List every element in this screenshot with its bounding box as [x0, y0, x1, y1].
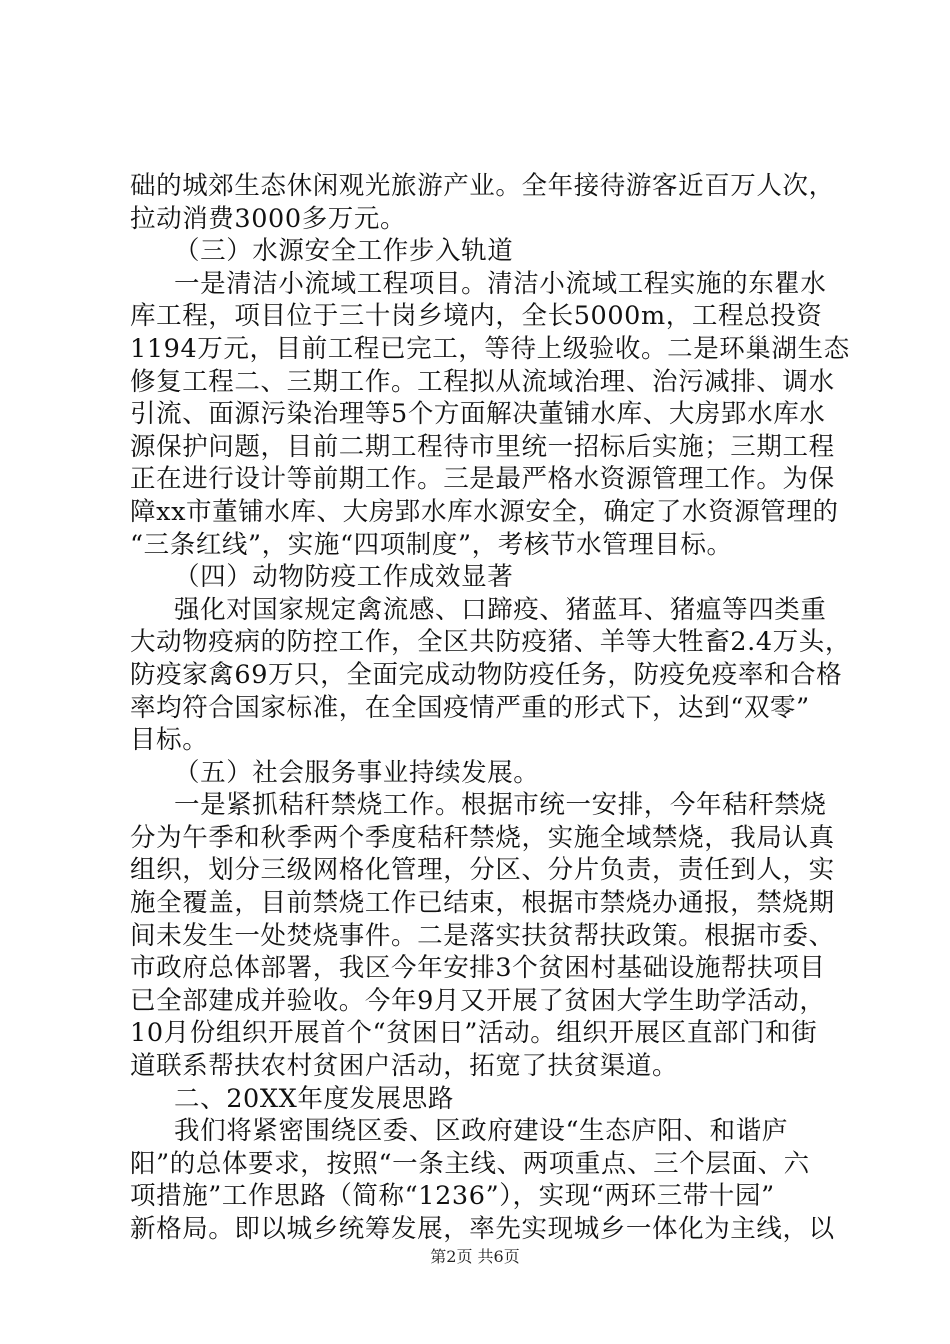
paragraph-line: 修复工程二、三期工作。工程拟从流域治理、治污减排、调水	[130, 366, 835, 397]
paragraph-line: 施全覆盖，目前禁烧工作已结束，根据市禁烧办通报，禁烧期	[130, 888, 835, 919]
paragraph-line: 分为午季和秋季两个季度秸秆禁烧，实施全域禁烧，我局认真	[130, 822, 835, 853]
paragraph-line: 阳”的总体要求，按照“一条主线、两项重点、三个层面、六	[130, 1148, 810, 1179]
paragraph-line: 我们将紧密围绕区委、区政府建设“生态庐阳、和谐庐	[174, 1116, 788, 1147]
paragraph-line: 组织，划分三级网格化管理，分区、分片负责，责任到人，实	[130, 855, 835, 886]
paragraph-line: 道联系帮扶农村贫困户活动，拓宽了扶贫渠道。	[130, 1051, 679, 1082]
section-heading: （三）水源安全工作步入轨道	[174, 236, 514, 267]
paragraph-line: 一是清洁小流域工程项目。清洁小流域工程实施的东瞿水	[174, 268, 827, 299]
page-footer	[0, 1244, 950, 1267]
paragraph-line: 防疫家禽69万只，全面完成动物防疫任务，防疫免疫率和合格	[130, 659, 843, 690]
paragraph-line: 间未发生一处焚烧事件。二是落实扶贫帮扶政策。根据市委、	[130, 920, 835, 951]
paragraph-line: “三条红线”，实施“四项制度”，考核节水管理目标。	[130, 529, 733, 560]
paragraph-line: 目标。	[130, 725, 209, 756]
paragraph-line: 障xx市董铺水库、大房郢水库水源安全，确定了水资源管理的	[130, 496, 839, 527]
paragraph-line: 大动物疫病的防控工作，全区共防疫猪、羊等大牲畜2.4万头，	[130, 627, 851, 658]
section-heading: 二、20XX年度发展思路	[174, 1083, 454, 1114]
paragraph-line: 正在进行设计等前期工作。三是最严格水资源管理工作。为保	[130, 464, 835, 495]
paragraph-line: 1194万元，目前工程已完工，等待上级验收。二是环巢湖生态	[130, 333, 850, 364]
paragraph-line: 已全部建成并验收。今年9月又开展了贫困大学生助学活动，	[130, 985, 826, 1016]
paragraph-line: 引流、面源污染治理等5个方面解决董铺水库、大房郢水库水	[130, 399, 826, 430]
paragraph-line: 强化对国家规定禽流感、口蹄疫、猪蓝耳、猪瘟等四类重	[174, 594, 827, 625]
paragraph-line: 市政府总体部署，我区今年安排3个贫困村基础设施帮扶项目	[130, 953, 826, 984]
section-heading: （四）动物防疫工作成效显著	[174, 562, 514, 593]
page-number: 第2页 共6页	[430, 1247, 520, 1266]
paragraph-line: 新格局。即以城乡统筹发展，率先实现城乡一体化为主线，以	[130, 1214, 835, 1244]
paragraph-line: 库工程，项目位于三十岗乡境内，全长5000m，工程总投资	[130, 301, 823, 332]
paragraph-line: 率均符合国家标准，在全国疫情严重的形式下，达到“双零”	[130, 692, 810, 723]
paragraph-line: 源保护问题，目前二期工程待市里统一招标后实施；三期工程	[130, 431, 835, 462]
paragraph-line: 拉动消费3000多万元。	[130, 203, 407, 234]
paragraph-line: 10月份组织开展首个“贫困日”活动。组织开展区直部门和街	[130, 1018, 818, 1049]
paragraph-line: 项措施”工作思路（简称“1236”），实现“两环三带十园”	[130, 1181, 775, 1212]
paragraph-line: 础的城郊生态休闲观光旅游产业。全年接待游客近百万人次，	[130, 171, 835, 201]
document-body	[130, 170, 851, 1246]
paragraph-line: 一是紧抓秸秆禁烧工作。根据市统一安排，今年秸秆禁烧	[174, 790, 827, 821]
section-heading: （五）社会服务事业持续发展。	[174, 757, 540, 788]
